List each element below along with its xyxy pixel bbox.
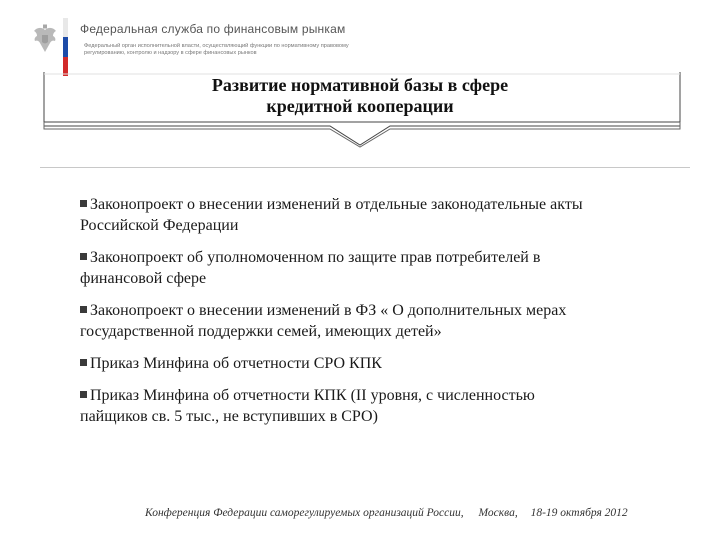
list-item	[80, 300, 680, 342]
list-item	[80, 385, 680, 427]
footer-city: Москва,	[478, 507, 518, 519]
list-item-text-cont: финансовой сфере	[80, 270, 207, 287]
list-item-text: Приказ Минфина об отчетности СРО КПК	[90, 355, 382, 372]
slide-title	[170, 75, 550, 117]
list-item-text: Законопроект об уполномоченном по защите прав потребителей в	[90, 249, 541, 266]
list-item-text: Законопроект о внесении изменений в ФЗ « О дополнительных мерах	[90, 302, 567, 319]
list-item-text: Приказ Минфина об отчетности КПК (II уровня, с численностью	[90, 387, 535, 404]
slide-title-line1: Развитие нормативной базы в сфере	[211, 75, 509, 95]
square-bullet-icon	[80, 306, 87, 313]
footer-conference: Конференция Федерации саморегулируемых организаций России,	[145, 507, 464, 519]
slide-footer	[145, 507, 628, 519]
list-item	[80, 194, 680, 236]
square-bullet-icon	[80, 253, 87, 260]
coat-of-arms-icon	[32, 24, 58, 54]
list-item-text-cont: государственной поддержки семей, имеющих детей»	[80, 323, 442, 340]
flag-stripe-blue	[63, 37, 68, 56]
list-item-text-cont: Российской Федерации	[80, 217, 239, 234]
list-item-text: Законопроект о внесении изменений в отдельные законодательные акты	[90, 196, 583, 213]
square-bullet-icon	[80, 391, 87, 398]
bullet-list	[80, 194, 680, 438]
list-item-text-cont: пайщиков св. 5 тыс., не вступивших в СРО)	[80, 408, 378, 425]
list-item	[80, 353, 680, 374]
list-item	[80, 247, 680, 289]
square-bullet-icon	[80, 200, 87, 207]
agency-name: Федеральная служба по финансовым рынкам	[80, 22, 346, 36]
square-bullet-icon	[80, 359, 87, 366]
agency-subtitle: Федеральный орган исполнительной власти, осуществляющий функции по нормативному правовому регулированию, контролю и надзору в сфере финансовых рынков	[84, 43, 349, 56]
flag-stripe-white	[63, 18, 68, 37]
footer-dates: 18-19 октября 2012	[530, 507, 628, 519]
divider	[40, 167, 690, 168]
slide-title-line2: кредитной кооперации	[266, 96, 454, 116]
